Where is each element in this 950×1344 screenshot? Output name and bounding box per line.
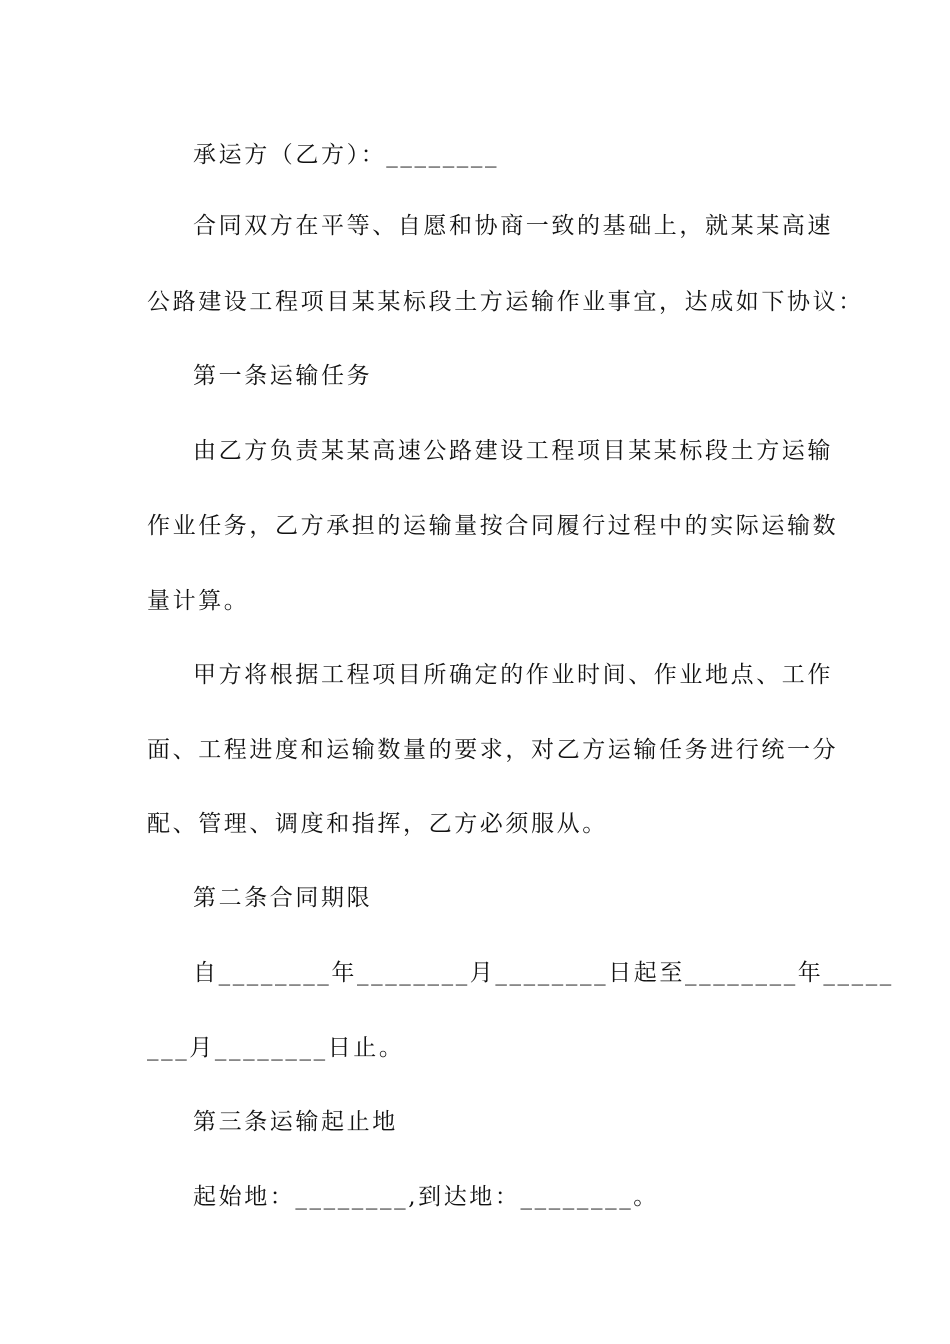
article-3-heading: 第三条运输起止地 bbox=[193, 1109, 398, 1135]
article-2-text-line-2: ___月________日止。 bbox=[147, 1035, 405, 1061]
preamble-line-1: 合同双方在平等、自愿和协商一致的基础上，就某某高速 bbox=[193, 213, 833, 239]
article-1-text-line-3: 量计算。 bbox=[147, 588, 250, 614]
article-1-text-line-1: 由乙方负责某某高速公路建设工程项目某某标段土方运输 bbox=[193, 438, 833, 464]
article-1-text-line-2: 作业任务，乙方承担的运输量按合同履行过程中的实际运输数 bbox=[147, 513, 839, 539]
article-1-para2-line-2: 面、工程进度和运输数量的要求，对乙方运输任务进行统一分 bbox=[147, 737, 839, 763]
article-1-heading: 第一条运输任务 bbox=[193, 363, 373, 389]
preamble-line-2: 公路建设工程项目某某标段土方运输作业事宜，达成如下协议： bbox=[147, 289, 864, 315]
article-3-text-line-1: 起始地：________,到达地：________。 bbox=[193, 1184, 659, 1210]
article-1-para2-line-1: 甲方将根据工程项目所确定的作业时间、作业地点、工作 bbox=[193, 662, 833, 688]
article-2-heading: 第二条合同期限 bbox=[193, 885, 373, 911]
article-1-para2-line-3: 配、管理、调度和指挥，乙方必须服从。 bbox=[147, 811, 608, 837]
carrier-party-line: 承运方（乙方）：________ bbox=[193, 142, 500, 168]
article-2-text-line-1: 自________年________月________日起至________年_____ bbox=[193, 960, 894, 986]
